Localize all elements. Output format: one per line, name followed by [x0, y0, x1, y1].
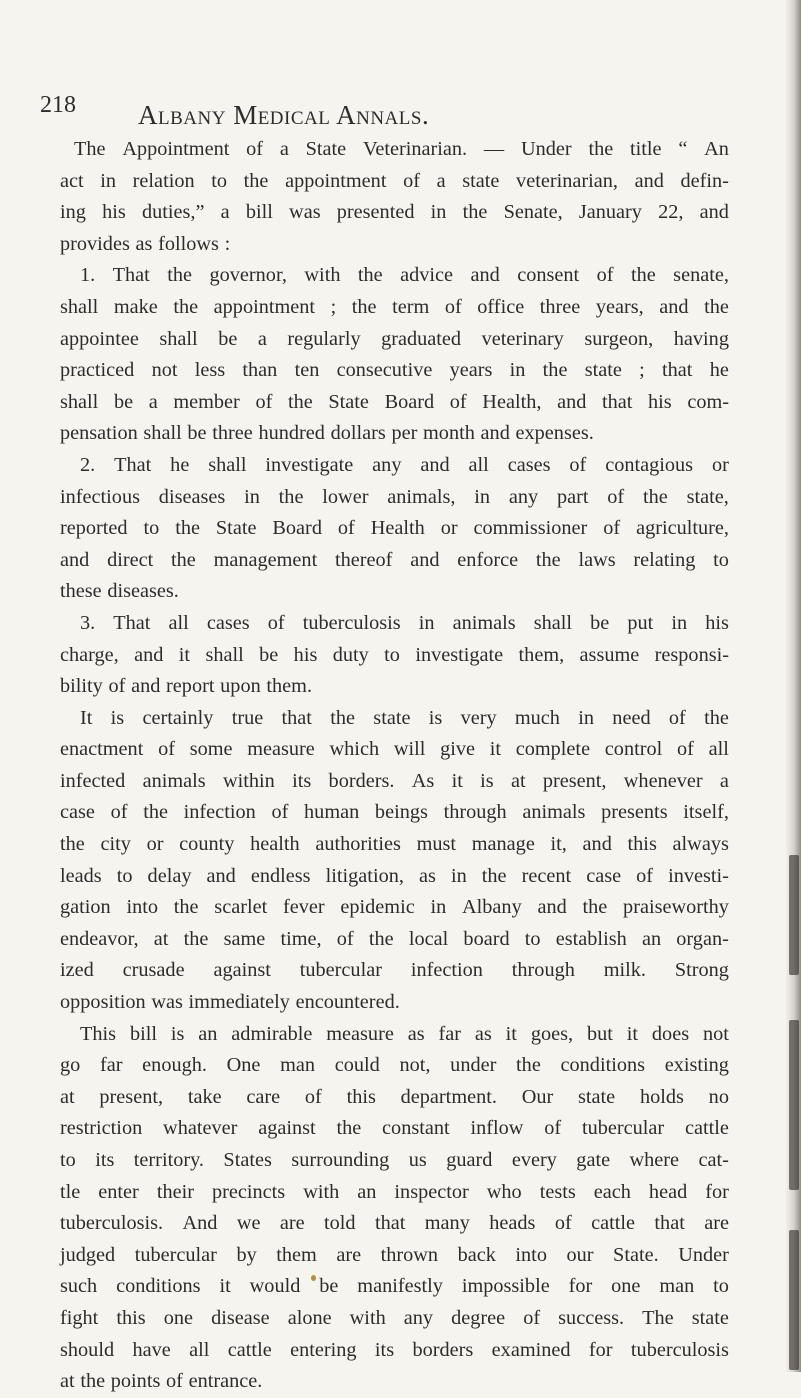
page-edge-mark: [789, 1020, 799, 1190]
text-line: gation into the scarlet fever epidemic in Albany and the praiseworthy: [60, 896, 729, 919]
page-edge-mark: [789, 1230, 799, 1370]
text-line: 2. That he shall investigate any and all cases of contagious or: [80, 453, 729, 476]
text-line: bility of and report upon them.: [60, 675, 313, 698]
text-line: at the points of entrance.: [60, 1370, 263, 1393]
text-line: judged tubercular by them are thrown back into our State. Under: [60, 1243, 729, 1266]
text-line: restriction whatever against the constant inflow of tubercular cattle: [60, 1117, 729, 1140]
text-line: The Appointment of a State Veterinarian. — Under the title “ An: [74, 138, 729, 160]
text-line: to its territory. States surrounding us guard every gate where cat-: [60, 1149, 729, 1171]
article-body: [60, 134, 729, 1398]
text-line: charge, and it shall be his duty to investigate them, assume responsi-: [60, 643, 729, 666]
text-line: tle enter their precincts with an inspector who tests each head for: [60, 1180, 729, 1203]
text-line: and direct the management thereof and enforce the laws relating to: [60, 548, 729, 571]
text-line: go far enough. One man could not, under the conditions existing: [60, 1054, 729, 1077]
text-line: ized crusade against tubercular infection through milk. Strong: [60, 959, 729, 982]
text-line: practiced not less than ten consecutive years in the state ; that he: [60, 359, 729, 382]
text-line: case of the infection of human beings through animals presents itself,: [60, 801, 729, 824]
text-line: infectious diseases in the lower animals, in any part of the state,: [60, 485, 729, 508]
page-header: [40, 92, 780, 132]
text-line: ing his duties,” a bill was presented in the Senate, January 22, and: [60, 201, 729, 224]
text-line: 1. That the governor, with the advice and consent of the senate,: [80, 264, 729, 287]
text-line: shall make the appointment ; the term of office three years, and the: [60, 295, 729, 318]
text-line: infected animals within its borders. As it is at present, whenever a: [60, 769, 729, 792]
text-line: such conditions it would be manifestly impossible for one man to: [60, 1275, 729, 1298]
text-line: these diseases.: [60, 580, 179, 603]
text-line: pensation shall be three hundred dollars per month and expenses.: [60, 422, 594, 445]
text-line: enactment of some measure which will give it complete control of all: [60, 738, 729, 761]
text-line: should have all cattle entering its borders examined for tuberculosis: [60, 1338, 729, 1361]
ink-speck: [311, 1275, 316, 1281]
text-line: provides as follows :: [60, 232, 231, 255]
text-line: tuberculosis. And we are told that many heads of cattle that are: [60, 1212, 729, 1235]
text-line: opposition was immediately encountered.: [60, 991, 400, 1014]
text-line: reported to the State Board of Health or commissioner of agriculture,: [60, 517, 729, 540]
page-number: 218: [40, 92, 76, 118]
text-line: act in relation to the appointment of a state veterinarian, and defin-: [60, 169, 729, 192]
text-line: endeavor, at the same time, of the local board to establish an organ-: [60, 927, 729, 950]
text-line: leads to delay and endless litigation, as in the recent case of investi-: [60, 864, 729, 887]
text-line: 3. That all cases of tuberculosis in animals shall be put in his: [80, 611, 729, 634]
running-title: Albany Medical Annals.: [138, 100, 430, 130]
text-line: at present, take care of this department. Our state holds no: [60, 1085, 729, 1108]
text-line: fight this one disease alone with any degree of success. The state: [60, 1306, 729, 1329]
text-line: It is certainly true that the state is very much in need of the: [80, 706, 729, 729]
text-line: the city or county health authorities must manage it, and this always: [60, 833, 729, 856]
page-edge-mark: [789, 855, 799, 975]
text-line: shall be a member of the State Board of Health, and that his com-: [60, 390, 729, 413]
text-line: This bill is an admirable measure as far as it goes, but it does not: [80, 1022, 729, 1045]
text-line: appointee shall be a regularly graduated veterinary surgeon, having: [60, 327, 729, 350]
